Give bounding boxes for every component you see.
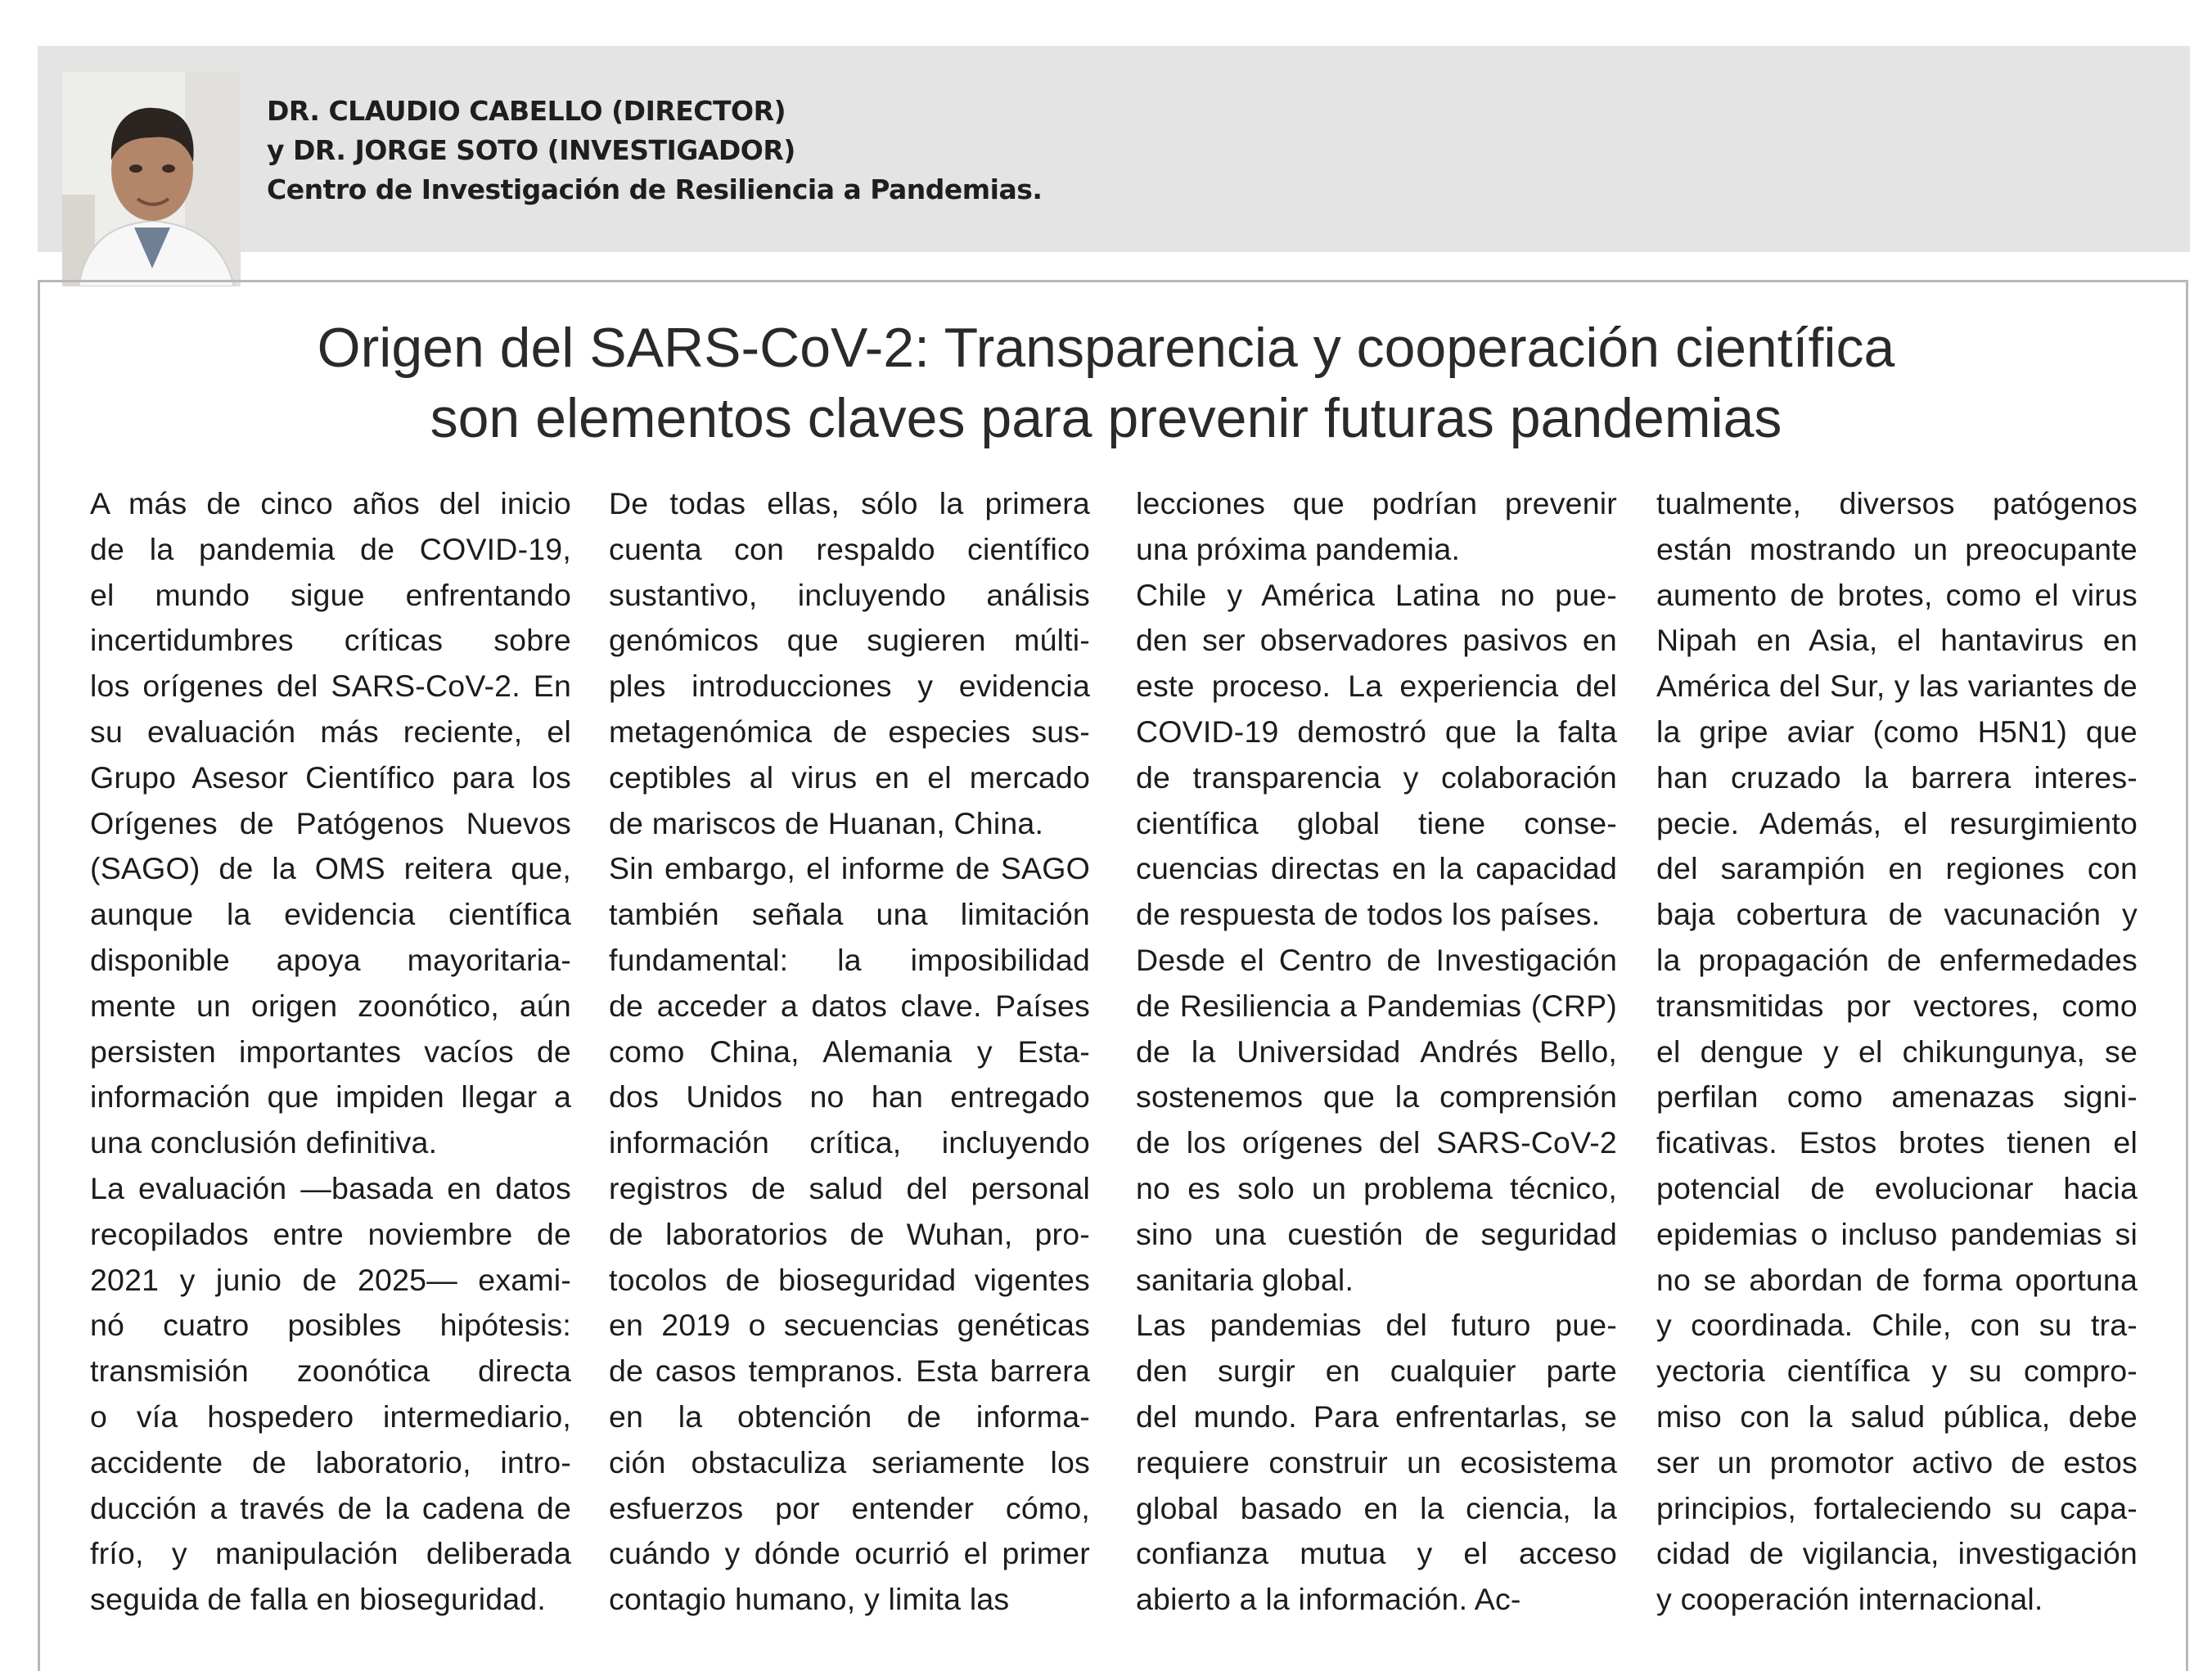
headline-line-2: son elementos claves para prevenir futuras pandemias: [430, 387, 1782, 449]
body-text-line: incertidumbres críticas sobre: [90, 623, 571, 658]
body-text-line: genómicos que sugieren múlti-: [609, 623, 1090, 658]
body-text-line: su evaluación más reciente, el: [90, 714, 571, 749]
body-text-line: no se abordan de forma oportuna: [1656, 1262, 2138, 1297]
body-text-line: de la Universidad Andrés Bello,: [1136, 1034, 1617, 1069]
body-text-line: ción obstaculiza seriamente los: [609, 1444, 1090, 1480]
body-text-line: aumento de brotes, como el virus: [1656, 577, 2138, 612]
body-text-line: principios, fortaleciendo su capa-: [1656, 1490, 2138, 1525]
body-text-line: dos Unidos no han entregado: [609, 1079, 1090, 1115]
body-text-line: en la obtención de informa-: [609, 1399, 1090, 1434]
body-text-line: mente un origen zoonótico, aún: [90, 988, 571, 1023]
body-text-line: ducción a través de la cadena de: [90, 1490, 571, 1525]
body-text-line: de casos tempranos. Esta barrera: [609, 1353, 1090, 1389]
body-text-line: cidad de vigilancia, investigación: [1656, 1536, 2138, 1571]
body-text-line: Las pandemias del futuro pue-: [1136, 1308, 1617, 1343]
body-text-line: han cruzado la barrera interes-: [1656, 759, 2138, 795]
body-text-line: información crítica, incluyendo: [609, 1125, 1090, 1160]
body-text-line: de acceder a datos clave. Países: [609, 988, 1090, 1023]
body-text-line: la gripe aviar (como H5N1) que: [1656, 714, 2138, 749]
body-text-line: Orígenes de Patógenos Nuevos: [90, 805, 571, 840]
body-text-line: de laboratorios de Wuhan, pro-: [609, 1216, 1090, 1251]
body-text-line: tualmente, diversos patógenos: [1656, 486, 2138, 520]
body-text-line: y coordinada. Chile, con su tra-: [1656, 1308, 2138, 1343]
body-text-line: de transparencia y colaboración: [1136, 759, 1617, 795]
body-text-line: este proceso. La experiencia del: [1136, 669, 1617, 704]
body-column-1: [90, 481, 571, 1623]
body-column-2: [609, 481, 1090, 1623]
headline-line-1: Origen del SARS-CoV-2: Transparencia y cooperación científica: [317, 317, 1895, 379]
body-text-line: sustantivo, incluyendo análisis: [609, 577, 1090, 612]
body-text-line: metagenómica de especies sus-: [609, 714, 1090, 749]
body-text-line: Desde el Centro de Investigación: [1136, 942, 1617, 977]
body-text-line: contagio humano, y limita las: [609, 1582, 1010, 1617]
body-text-line: frío, y manipulación deliberada: [90, 1536, 571, 1571]
body-text-line: sanitaria global.: [1136, 1262, 1354, 1297]
body-text-line: ser un promotor activo de estos: [1656, 1444, 2138, 1480]
body-text-line: confianza mutua y el acceso: [1136, 1536, 1617, 1571]
body-text-line: registros de salud del personal: [609, 1170, 1090, 1205]
body-text-line: los orígenes del SARS-CoV-2. En: [90, 669, 571, 704]
body-text-line: fundamental: la imposibilidad: [609, 942, 1090, 977]
body-text-line: potencial de evolucionar hacia: [1656, 1170, 2138, 1205]
author-line-1: DR. CLAUDIO CABELLO (DIRECTOR): [267, 95, 786, 127]
body-text-line: el dengue y el chikungunya, se: [1656, 1034, 2138, 1069]
body-text-line: del sarampión en regiones con: [1656, 851, 2138, 886]
body-text-line: Sin embargo, el informe de SAGO: [609, 851, 1090, 886]
body-text-line: recopilados entre noviembre de: [90, 1216, 571, 1251]
body-text-line: América del Sur, y las variantes de: [1656, 669, 2138, 704]
body-text-line: tocolos de bioseguridad vigentes: [609, 1262, 1090, 1297]
body-text-line: como China, Alemania y Esta-: [609, 1034, 1090, 1069]
body-text-line: De todas ellas, sólo la primera: [609, 486, 1090, 520]
body-text-line: requiere construir un ecosistema: [1136, 1444, 1617, 1480]
body-text-line: (SAGO) de la OMS reitera que,: [90, 851, 571, 886]
body-text-line: perfilan como amenazas signi-: [1656, 1079, 2138, 1115]
body-text-line: y cooperación internacional.: [1656, 1582, 2043, 1617]
author-portrait-image: [62, 72, 241, 286]
body-text-line: 2021 y junio de 2025— exami-: [90, 1262, 571, 1297]
body-text-line: cuencias directas en la capacidad: [1136, 851, 1617, 886]
body-column-4: [1656, 481, 2138, 1623]
body-text-line: baja cobertura de vacunación y: [1656, 897, 2138, 932]
body-text-line: ceptibles al virus en el mercado: [609, 759, 1090, 795]
body-text-line: también señala una limitación: [609, 897, 1090, 932]
body-text-line: Nipah en Asia, el hantavirus en: [1656, 623, 2138, 658]
body-text-line: ficativas. Estos brotes tienen el: [1656, 1125, 2138, 1160]
body-text-line: seguida de falla en bioseguridad.: [90, 1582, 547, 1617]
body-text-line: sostenemos que la comprensión: [1136, 1079, 1617, 1115]
body-text-line: esfuerzos por entender cómo,: [609, 1490, 1090, 1525]
body-text-line: A más de cinco años del inicio: [90, 486, 571, 520]
body-text-line: Chile y América Latina no pue-: [1136, 577, 1617, 612]
body-text-line: global basado en la ciencia, la: [1136, 1490, 1617, 1525]
body-text-line: de mariscos de Huanan, China.: [609, 805, 1044, 840]
author-credits: [267, 92, 1042, 209]
body-text-line: en 2019 o secuencias genéticas: [609, 1308, 1090, 1343]
body-text-line: de la pandemia de COVID-19,: [90, 531, 571, 566]
body-text-line: yectoria científica y su compro-: [1656, 1353, 2138, 1389]
body-text-line: no es solo un problema técnico,: [1136, 1170, 1617, 1205]
body-text-line: sino una cuestión de seguridad: [1136, 1216, 1617, 1251]
body-text-line: ples introducciones y evidencia: [609, 669, 1090, 704]
body-text-line: de los orígenes del SARS-CoV-2: [1136, 1125, 1617, 1160]
body-text-line: una próxima pandemia.: [1136, 531, 1461, 566]
body-text-line: epidemias o incluso pandemias si: [1656, 1216, 2138, 1251]
body-text-line: cuándo y dónde ocurrió el primer: [609, 1536, 1090, 1571]
body-column-3: [1136, 481, 1617, 1623]
body-text-line: están mostrando un preocupante: [1656, 531, 2138, 566]
article-headline: [0, 313, 2212, 453]
body-text-line: COVID-19 demostró que la falta: [1136, 714, 1617, 749]
body-text-line: pecie. Además, el resurgimiento: [1656, 805, 2138, 840]
body-text-line: la propagación de enfermedades: [1656, 942, 2138, 977]
body-text-line: disponible apoya mayoritaria-: [90, 942, 571, 977]
author-affiliation: Centro de Investigación de Resiliencia a Pandemias.: [267, 173, 1043, 205]
body-text-line: den surgir en cualquier parte: [1136, 1353, 1617, 1389]
body-text-line: el mundo sigue enfrentando: [90, 577, 571, 612]
body-text-line: científica global tiene conse-: [1136, 805, 1617, 840]
body-text-line: accidente de laboratorio, intro-: [90, 1444, 571, 1480]
body-text-line: transmisión zoonótica directa: [90, 1353, 571, 1389]
body-text-line: información que impiden llegar a: [90, 1079, 571, 1115]
body-text-line: de Resiliencia a Pandemias (CRP): [1136, 988, 1617, 1023]
body-text-line: nó cuatro posibles hipótesis:: [90, 1308, 571, 1343]
body-text-line: persisten importantes vacíos de: [90, 1034, 571, 1069]
body-text-line: lecciones que podrían prevenir: [1136, 486, 1617, 520]
author-line-2: y DR. JORGE SOTO (INVESTIGADOR): [267, 134, 795, 166]
body-text-line: transmitidas por vectores, como: [1656, 988, 2138, 1023]
body-text-line: den ser observadores pasivos en: [1136, 623, 1617, 658]
body-text-line: miso con la salud pública, debe: [1656, 1399, 2138, 1434]
author-photo: [62, 72, 241, 286]
body-text-line: Grupo Asesor Científico para los: [90, 759, 571, 795]
body-text-line: abierto a la información. Ac-: [1136, 1582, 1521, 1617]
body-text-line: aunque la evidencia científica: [90, 897, 571, 932]
body-text-line: del mundo. Para enfrentarlas, se: [1136, 1399, 1617, 1434]
body-text-line: La evaluación —basada en datos: [90, 1170, 571, 1205]
body-text-line: una conclusión definitiva.: [90, 1125, 438, 1160]
body-text-line: o vía hospedero intermediario,: [90, 1399, 571, 1434]
body-text-line: de respuesta de todos los países.: [1136, 897, 1601, 932]
body-text-line: cuenta con respaldo científico: [609, 531, 1090, 566]
